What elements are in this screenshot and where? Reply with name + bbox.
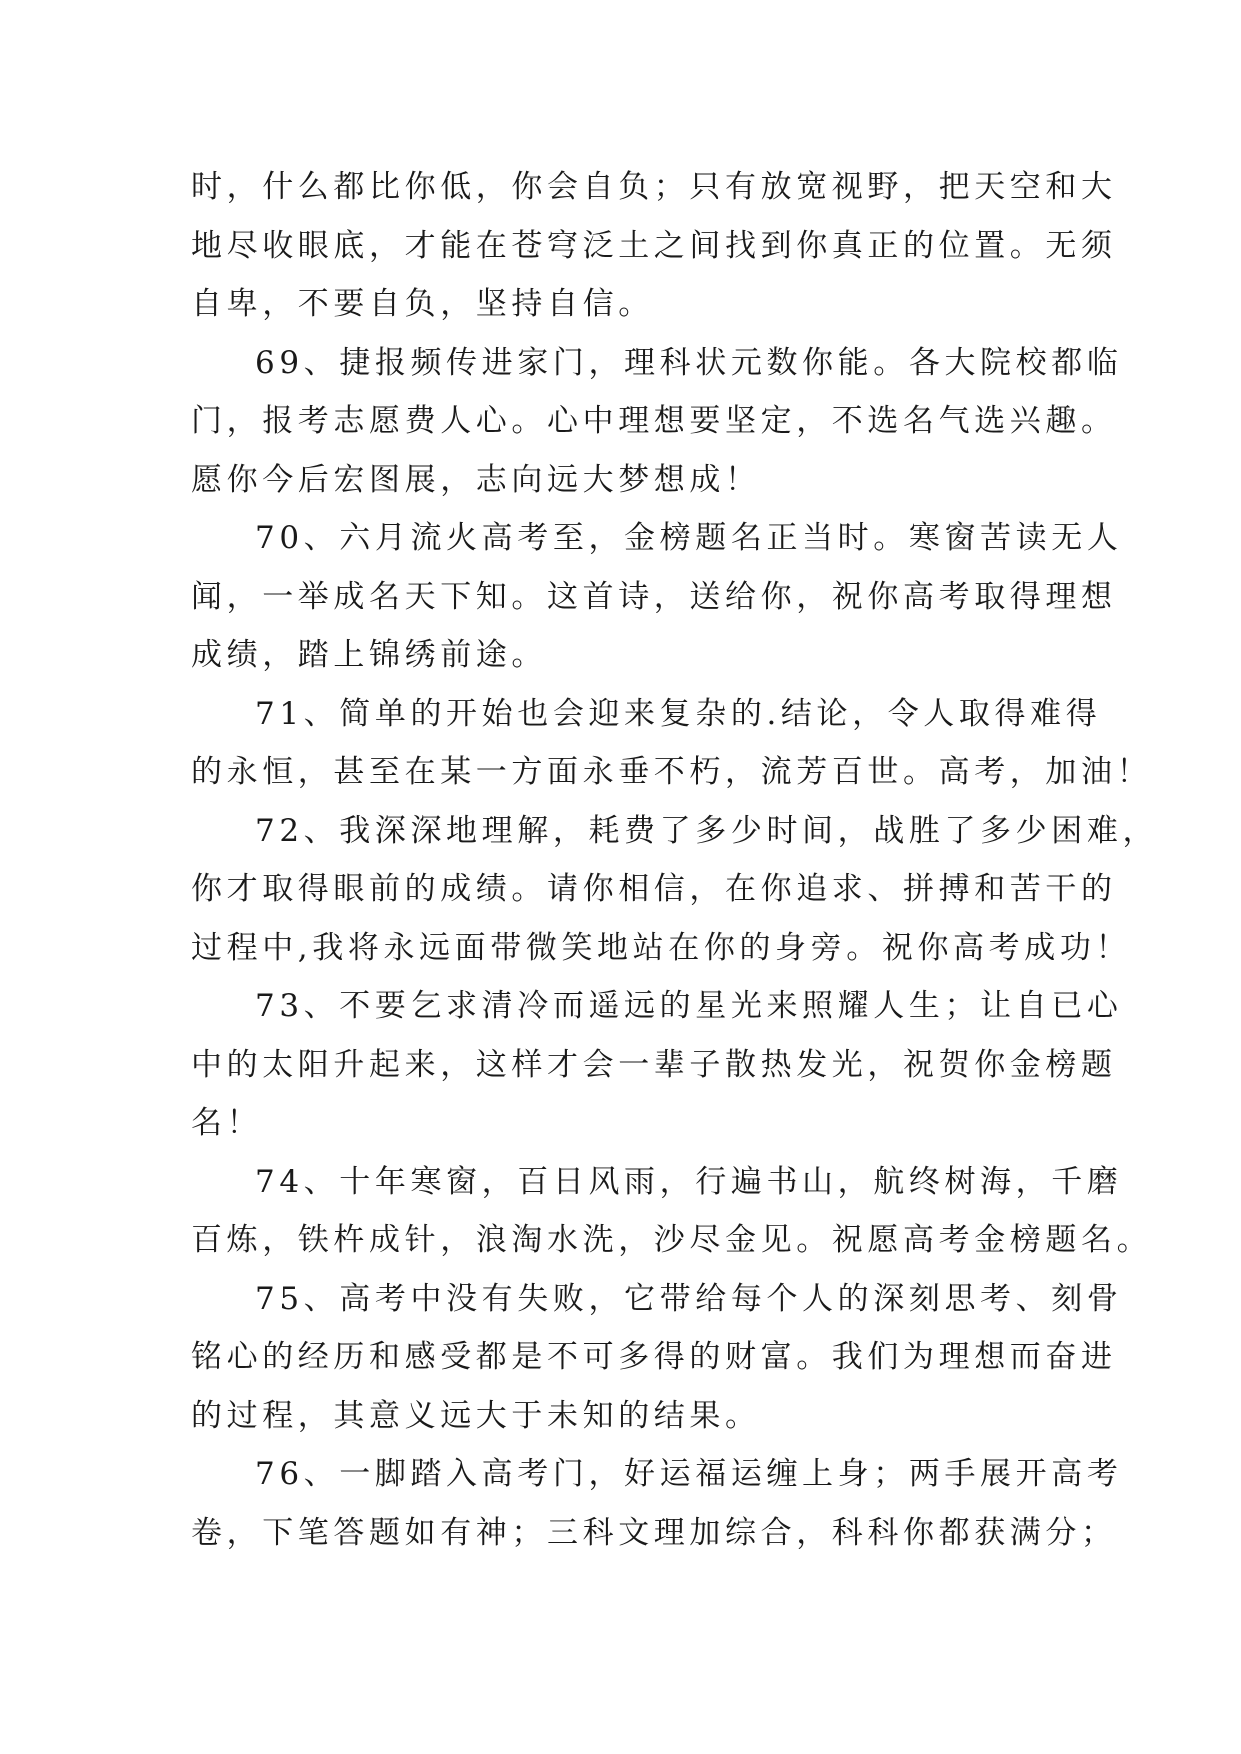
text-line: 时，什么都比你低，你会自负；只有放宽视野，把天空和大 [191, 169, 1117, 205]
text-line: 地尽收眼底，才能在苍穹泛土之间找到你真正的位置。无须 [191, 227, 1117, 264]
text-line: 名！ [191, 1105, 263, 1141]
paragraph-71-start: 71、简单的开始也会迎来复杂的.结论，令人取得难得 [255, 695, 1102, 732]
paragraph-73-start: 73、不要乞求清冷而遥远的星光来照耀人生；让自已心 [255, 988, 1123, 1024]
paragraph-75-start: 75、高考中没有失败，它带给每个人的深刻思考、刻骨 [255, 1280, 1123, 1317]
paragraph-74-start: 74、十年寒窗，百日风雨，行遍书山，航终树海，千磨 [255, 1163, 1123, 1200]
paragraph-70-start: 70、六月流火高考至，金榜题名正当时。寒窗苦读无人 [255, 520, 1123, 556]
paragraph-76-start: 76、一脚踏入高考门，好运福运缠上身；两手展开高考 [255, 1456, 1123, 1492]
text-line: 你才取得眼前的成绩。请你相信，在你追求、拼搏和苦干的 [191, 871, 1117, 907]
text-line: 过程中,我将永远面带微笑地站在你的身旁。祝你高考成功！ [191, 929, 1132, 966]
text-line: 的永恒，甚至在某一方面永垂不朽，流芳百世。高考，加油！ [191, 754, 1153, 790]
text-line: 的过程，其意义远大于未知的结果。 [191, 1397, 761, 1434]
text-line: 成绩，踏上锦绣前途。 [191, 637, 547, 673]
text-line: 中的太阳升起来，这样才会一辈子散热发光，祝贺你金榜题 [191, 1046, 1117, 1083]
text-line: 自卑，不要自负，坚持自信。 [191, 286, 654, 322]
text-line: 卷，下笔答题如有神；三科文理加综合，科科你都获满分； [191, 1514, 1117, 1551]
document-body [191, 158, 1159, 1562]
paragraph-69-start: 69、捷报频传进家门，理科状元数你能。各大院校都临 [255, 344, 1123, 381]
text-line: 门，报考志愿费人心。心中理想要坚定，不选名气选兴趣。 [191, 403, 1117, 439]
paragraph-72-start: 72、我深深地理解，耗费了多少时间，战胜了多少困难， [255, 812, 1159, 849]
text-line: 百炼，铁杵成针，浪淘水洗，沙尽金见。祝愿高考金榜题名。 [191, 1222, 1153, 1258]
text-line: 铭心的经历和感受都是不可多得的财富。我们为理想而奋进 [191, 1339, 1117, 1375]
text-line: 愿你今后宏图展，志向远大梦想成！ [191, 461, 761, 498]
text-line: 闻，一举成名天下知。这首诗，送给你，祝你高考取得理想 [191, 578, 1117, 615]
